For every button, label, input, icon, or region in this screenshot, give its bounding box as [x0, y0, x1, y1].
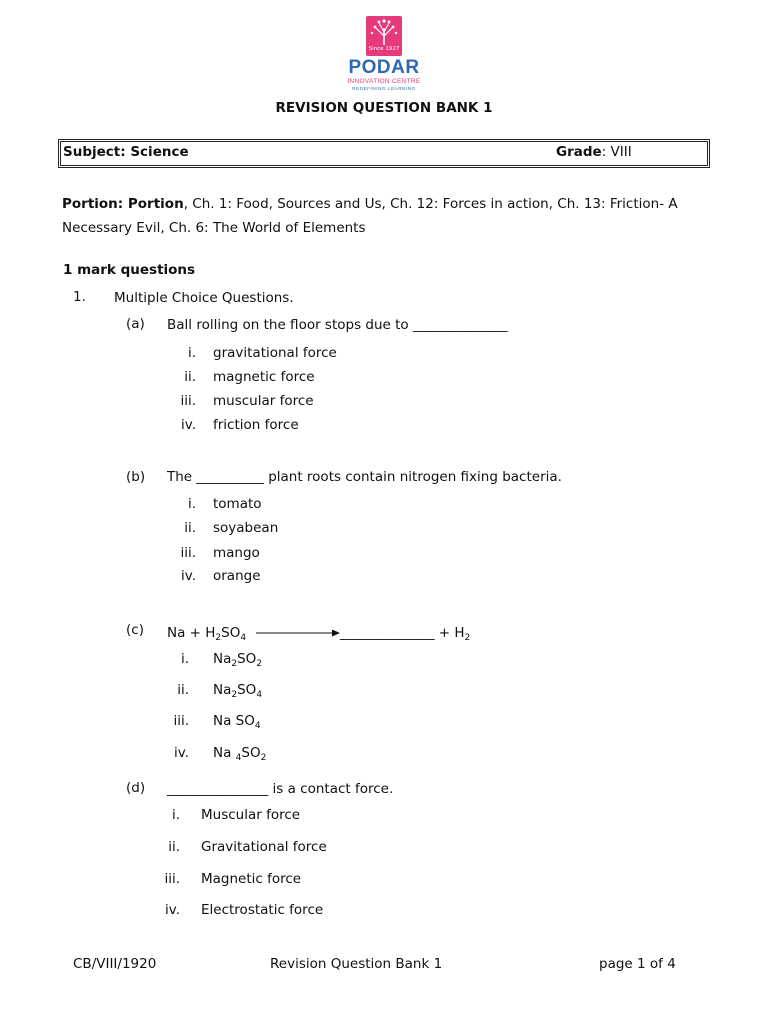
footer-code: CB/VIII/1920 — [73, 956, 157, 972]
option-text: mango — [213, 545, 260, 561]
option-number: iii. — [180, 545, 196, 561]
part-a-question: Ball rolling on the floor stops due to ______________ — [167, 317, 508, 333]
option-formula — [213, 682, 262, 698]
part-a-label: (a) — [126, 316, 145, 332]
question-number: 1. — [73, 289, 86, 305]
document-title: REVISION QUESTION BANK 1 — [275, 100, 493, 116]
portion-label: Portion: Portion — [62, 196, 184, 212]
part-c-reaction — [167, 625, 342, 641]
formula-part: Na — [213, 745, 236, 761]
option-text: tomato — [213, 496, 262, 512]
option-formula — [213, 713, 261, 729]
option-number: i. — [187, 345, 196, 361]
option-number: ii. — [184, 369, 196, 385]
logo-since-text: Since 1927 — [368, 46, 400, 52]
footer-title: Revision Question Bank 1 — [270, 956, 443, 972]
option-text: Gravitational force — [201, 839, 327, 855]
option-number: ii. — [168, 839, 180, 855]
footer-page-number: page 1 of 4 — [599, 956, 676, 972]
option-text: Magnetic force — [201, 871, 302, 887]
subscript: 2 — [215, 633, 222, 643]
option-text: muscular force — [213, 393, 314, 409]
option-text: Electrostatic force — [201, 902, 324, 918]
subscript: 2 — [231, 690, 238, 700]
part-d-label: (d) — [126, 780, 146, 796]
grade-separator: : — [601, 144, 611, 160]
option-number: iii. — [173, 713, 189, 729]
option-number: iii. — [164, 871, 180, 887]
option-text: gravitational force — [213, 345, 337, 361]
subscript: 4 — [235, 753, 242, 763]
part-b-label: (b) — [126, 469, 146, 485]
subscript: 4 — [256, 690, 263, 700]
option-number: ii. — [177, 682, 189, 698]
option-number: iv. — [174, 745, 189, 761]
formula-part: Na — [213, 682, 232, 698]
formula-part: SO — [237, 651, 257, 667]
grade-value: VIII — [610, 144, 632, 160]
brand-name: PODAR — [348, 57, 420, 78]
subscript: 2 — [464, 633, 471, 643]
option-number: ii. — [184, 520, 196, 536]
option-formula — [213, 745, 266, 761]
part-c-label: (c) — [126, 622, 144, 638]
option-text: friction force — [213, 417, 299, 433]
option-text: orange — [213, 568, 261, 584]
part-c-product — [340, 625, 470, 641]
product-blank: ______________ + H — [340, 625, 465, 641]
option-number: i. — [187, 496, 196, 512]
part-b-question: The __________ plant roots contain nitrogen fixing bacteria. — [167, 469, 562, 485]
portion-text: , Ch. 1: Food, Sources and Us, Ch. 12: Forces in action, Ch. 13: Friction- A Necessary Evil, Ch. 6: The World of Elements — [62, 196, 678, 236]
formula-part: SO — [237, 682, 257, 698]
option-number: iv. — [165, 902, 180, 918]
subject-label: Subject: Science — [63, 144, 189, 160]
reaction-arrow-icon — [254, 628, 342, 638]
portion-paragraph — [62, 192, 702, 240]
brand-subtitle: INNOVATION CENTRE — [347, 78, 421, 85]
subscript: 4 — [240, 633, 247, 643]
reactant-text: Na + H — [167, 625, 216, 641]
option-text: magnetic force — [213, 369, 315, 385]
subscript: 2 — [260, 753, 267, 763]
option-number: i. — [180, 651, 189, 667]
formula-part: Na SO — [213, 713, 255, 729]
grade-field — [556, 144, 632, 160]
option-number: iii. — [180, 393, 196, 409]
subscript: 2 — [231, 659, 238, 669]
formula-part: Na — [213, 651, 232, 667]
option-text: soyabean — [213, 520, 279, 536]
formula-part: SO — [241, 745, 261, 761]
reactant-text: SO — [221, 625, 241, 641]
part-d-question: _______________ is a contact force. — [167, 781, 394, 797]
option-number: iv. — [181, 568, 196, 584]
subscript: 4 — [254, 721, 261, 731]
question-text: Multiple Choice Questions. — [114, 290, 294, 306]
option-text: Muscular force — [201, 807, 301, 823]
option-number: iv. — [181, 417, 196, 433]
subscript: 2 — [256, 659, 263, 669]
option-formula — [213, 651, 262, 667]
brand-tagline: REDEFINING LEARNING — [352, 86, 416, 91]
grade-label: Grade — [556, 144, 602, 160]
option-number: i. — [171, 807, 180, 823]
section-title: 1 mark questions — [63, 262, 196, 278]
